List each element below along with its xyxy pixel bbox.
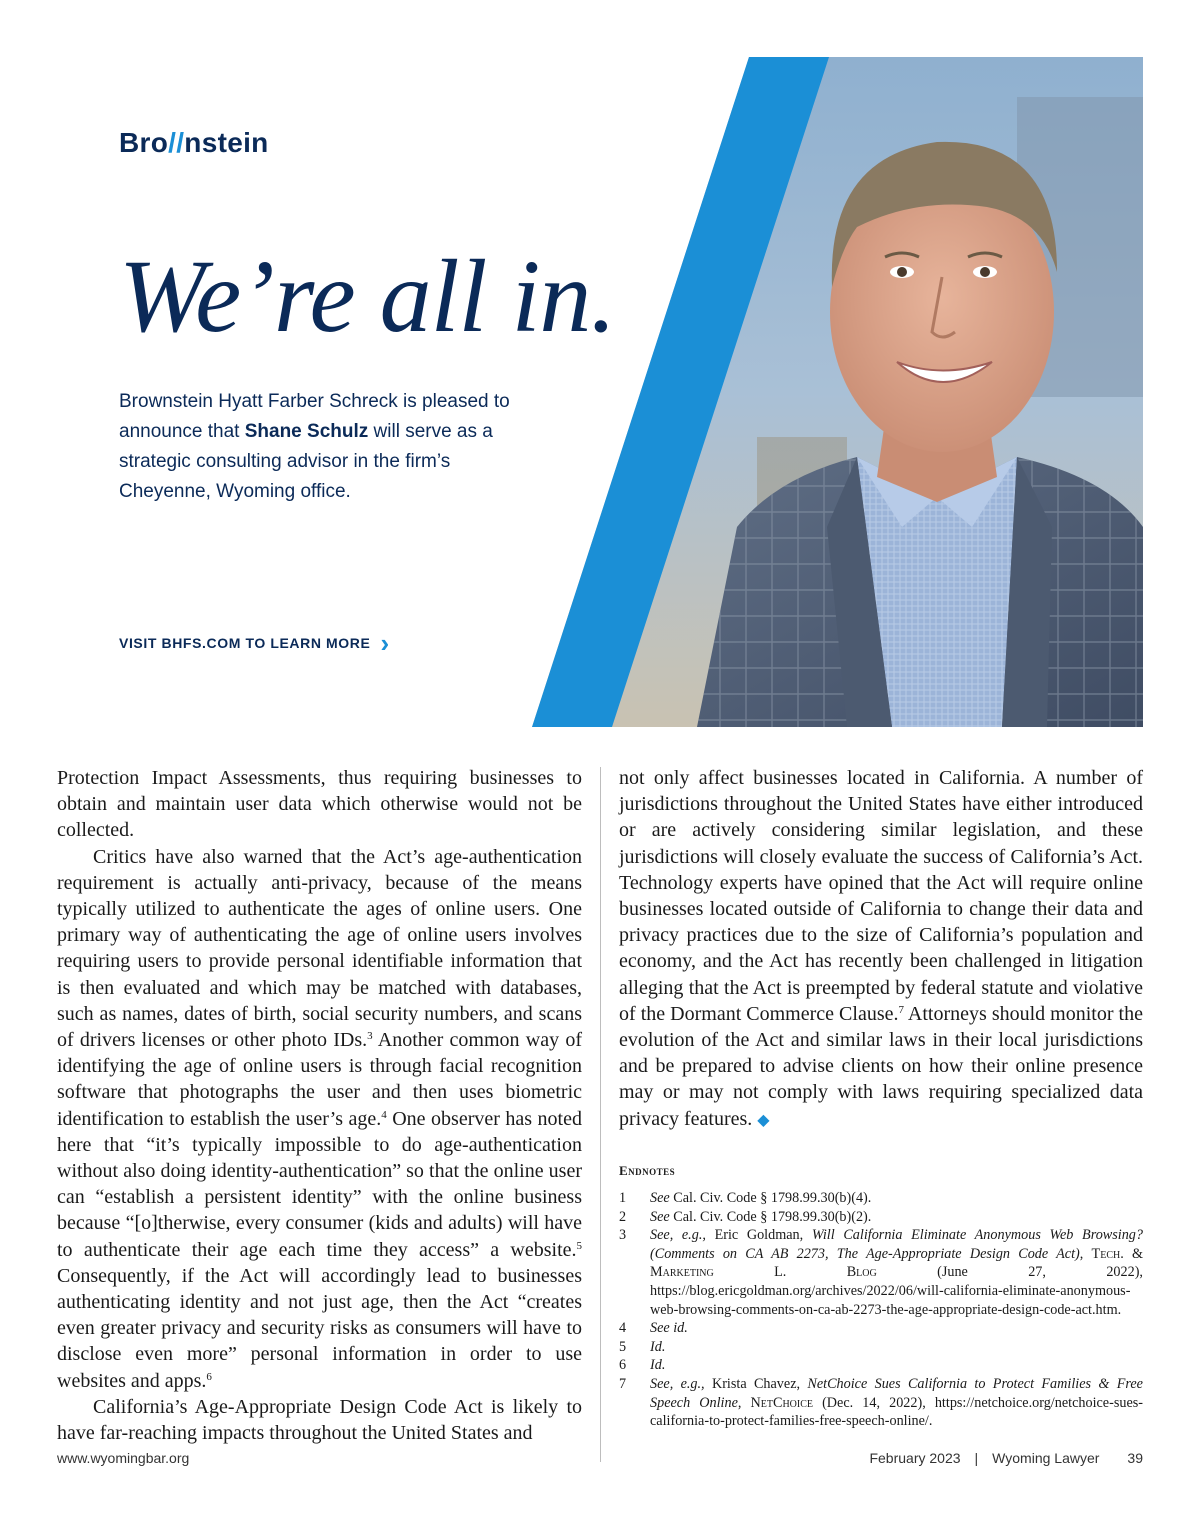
visit-bhfs-link[interactable]: VISIT BHFS.COM TO LEARN MORE › [119,628,390,658]
footer-website: www.wyomingbar.org [57,1450,190,1466]
endnote: 5 Id. [619,1338,666,1355]
endnote: 4 See id. [619,1320,688,1337]
footer-issue-info [869,1450,1143,1466]
footer-date: February 2023 [869,1450,961,1466]
footnote-ref: 3 [367,1030,373,1043]
article-left-column [57,765,582,1446]
footnote-ref: 7 [898,1003,904,1016]
paragraph: Protection Impact Assessments, thus requiring businesses to obtain and maintain user data which otherwise would not be collected. [57,767,582,842]
footnote-ref: 4 [381,1108,387,1121]
brownstein-advertisement [57,57,1143,727]
paragraph: not only affect businesses located in California. A number of jurisdictions throughout the United States have either introduced or are actively considering similar legislation, and these jurisdictions will closely evaluate the success of California’s Act. Technology experts have opined that the Act will require online businesses located outside of California to change their data and privacy practices due to the size of California’s population and economy, and the Act has recently been challenged in litigation alleging that the Act is preempted by federal statute and violative of the Dormant Commerce Clause.$^7$ Attorneys should monitor the evolution of the Act and similar laws in their local jurisdictions and be prepared to advise clients on how their online presence may or may not comply with laws requiring specialized data privacy features. ◆ [619,767,1143,1130]
advisor-name: Shane Schulz [244,421,369,442]
footnote-ref: 5 [576,1239,582,1252]
footer-separator: | [974,1450,979,1466]
endnotes [619,1163,1143,1431]
ad-announcement: Brownstein Hyatt Farber Schreck is pleased to announce that Shane Schulz will serve as a strategic consulting advisor in the firm’s Cheyenne, Wyoming office. [119,391,510,502]
article-right-column [619,765,1143,1134]
footer-publication: Wyoming Lawyer [992,1450,1100,1466]
endnote: 3 See, e.g., Eric Goldman, Will California Eliminate Anonymous Web Browsing? (Comments on CA AB 2273, The Age-Appropriate Design Code Act), Tech. & Marketing L. Blog (June 27, 2022), https://blog.ericgoldman.org/archives/2022/06/will-california-eliminate-anonymous-web-browsing-comments-on-ca-ab-2273-the-age-appropriate-design-code-act.htm. [619,1227,1144,1318]
paragraph: Critics have also warned that the Act’s age-authentication requirement is actually anti-privacy, because of the means typically utilized to authenticate the ages of online users. One primary way of authenticating the age of online users involves requiring users to provide personal identifiable information that is then evaluated and which may be matched with databases, such as names, dates of birth, social security numbers, and scans of drivers licenses or other photo IDs.$^3$ Another common way of identifying the age of online users is through facial recognition software that photographs the user and then uses biometric identification to establish the user’s age.$^4$ One observer has noted here that “it’s typically impossible to do age-authentication without also doing identity-authentication” so that the online user can “establish a persistent identity” with the online business because “[o]therwise, every consumer (kids and adults) will have to authenticate their age each time they access” a website.$^5$ Consequently, if the Act will accordingly lead to businesses authenticating identity and not just age, then the Act “creates even greater privacy and security risks as consumers will have to disclose even more” personal information in order to use websites and apps.$^6$ [57,845,582,1392]
column-divider [600,767,601,1462]
endnote: 7 See, e.g., Krista Chavez, NetChoice Sues California to Protect Families & Free Speech Online, NetChoice (Dec. 14, 2022), https://netchoice.org/netchoice-sues-california-to-protect-families-free-speech-online/. [619,1375,1143,1430]
page-number: 39 [1127,1450,1143,1466]
chevron-right-icon: › [380,628,390,658]
ad-headline: We’re all in. [119,239,616,354]
endnotes-title: Endnotes [619,1163,676,1178]
paragraph: California’s Age-Appropriate Design Code Act is likely to have far-reaching impacts throughout the United States and [57,1395,582,1445]
endnote: 2 See Cal. Civ. Code § 1798.99.30(b)(2). [619,1208,872,1225]
footnote-ref: 6 [206,1370,212,1383]
brownstein-logo: Bro//nstein [119,127,269,158]
endnote: 1 See Cal. Civ. Code § 1798.99.30(b)(4). [619,1190,872,1206]
endnote: 6 Id. [619,1357,666,1374]
end-of-article-diamond-icon: ◆ [757,1111,770,1129]
